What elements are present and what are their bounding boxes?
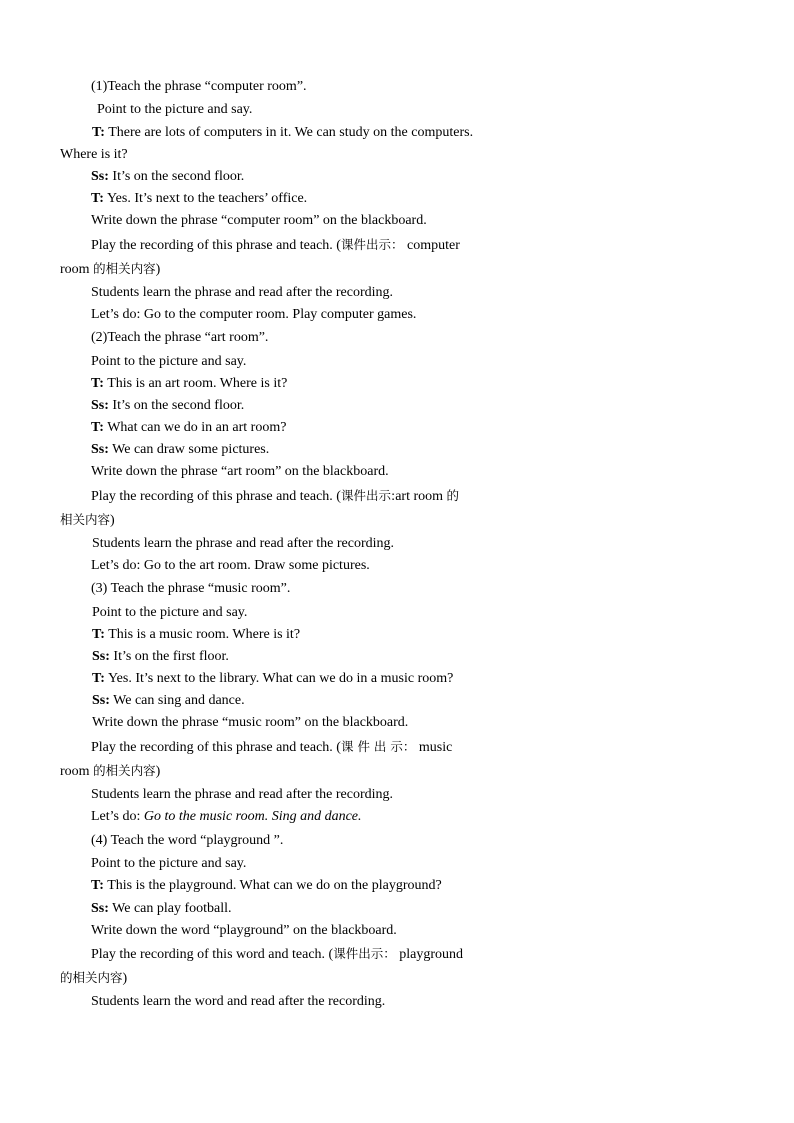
text-line: Write down the phrase “music room” on the blackboard. bbox=[92, 715, 409, 730]
speaker-label: Ss: bbox=[92, 649, 110, 664]
dialogue-line: Ss: We can play football. bbox=[91, 901, 232, 916]
speaker-label: Ss: bbox=[91, 442, 109, 457]
speaker-label: Ss: bbox=[92, 693, 110, 708]
text-line: Play the recording of this word and teach. (课件出示： playground bbox=[91, 946, 463, 962]
text-line: Play the recording of this phrase and teach. (课件出示:art room 的 bbox=[91, 488, 460, 504]
text-line: room 的相关内容) bbox=[60, 261, 161, 277]
text-line: Point to the picture and say. bbox=[91, 354, 247, 369]
speaker-label: Ss: bbox=[91, 901, 109, 916]
text-line: room 的相关内容) bbox=[60, 763, 161, 779]
dialogue-line: T: Yes. It’s next to the teachers’ office. bbox=[91, 191, 308, 206]
dialogue-line: T: This is a music room. Where is it? bbox=[92, 627, 301, 642]
dialogue-line: Ss: It’s on the second floor. bbox=[91, 398, 245, 413]
text-line: Students learn the word and read after the recording. bbox=[91, 994, 386, 1009]
italic-phrase: Go to the music room. Sing and dance. bbox=[143, 809, 362, 824]
dialogue-line: Ss: We can sing and dance. bbox=[92, 693, 245, 708]
text-line: (1)Teach the phrase “computer room”. bbox=[91, 79, 307, 94]
text-line: Point to the picture and say. bbox=[97, 102, 253, 117]
speaker-label: T: bbox=[91, 420, 104, 435]
dialogue-line: T: This is an art room. Where is it? bbox=[91, 376, 288, 391]
text-line: Students learn the phrase and read after the recording. bbox=[91, 285, 394, 300]
dialogue-line: T: What can we do in an art room? bbox=[91, 420, 287, 435]
section-heading: (2)Teach the phrase “art room”. bbox=[91, 330, 269, 345]
text-line: Play the recording of this phrase and teach. (课件出示： computer bbox=[91, 237, 460, 253]
text-line: Point to the picture and say. bbox=[91, 856, 247, 871]
speaker-label: Ss: bbox=[91, 398, 109, 413]
dialogue-line: T: Yes. It’s next to the library. What can we do in a music room? bbox=[92, 671, 454, 686]
text-line: Point to the picture and say. bbox=[92, 605, 248, 620]
text-line: Write down the phrase “art room” on the blackboard. bbox=[91, 464, 389, 479]
speaker-label: T: bbox=[91, 376, 104, 391]
dialogue-line: T: This is the playground. What can we do on the playground? bbox=[91, 878, 442, 893]
text-line: 相关内容) bbox=[60, 512, 115, 528]
speaker-label: T: bbox=[92, 627, 105, 642]
dialogue-line: Ss: It’s on the second floor. bbox=[91, 169, 245, 184]
text-line: Write down the phrase “computer room” on the blackboard. bbox=[91, 213, 427, 228]
speaker-label: T: bbox=[92, 125, 105, 140]
speaker-label: T: bbox=[91, 191, 104, 206]
dialogue-line: Ss: We can draw some pictures. bbox=[91, 442, 270, 457]
speaker-label: Ss: bbox=[91, 169, 109, 184]
text-line: 的相关内容) bbox=[60, 970, 128, 986]
text-line: Play the recording of this phrase and teach. (课 件 出 示： music bbox=[91, 739, 453, 755]
dialogue-line: T: There are lots of computers in it. We can study on the computers. bbox=[92, 125, 474, 140]
text-line: Students learn the phrase and read after the recording. bbox=[91, 787, 394, 802]
text-line: Let’s do: Go to the music room. Sing and dance. bbox=[91, 809, 362, 824]
section-heading: (3) Teach the phrase “music room”. bbox=[91, 581, 291, 596]
text-line: Let’s do: Go to the art room. Draw some pictures. bbox=[91, 558, 370, 573]
speaker-label: T: bbox=[92, 671, 105, 686]
text-line: Students learn the phrase and read after the recording. bbox=[92, 536, 395, 551]
text-line: Let’s do: Go to the computer room. Play computer games. bbox=[91, 307, 417, 322]
text-line: Write down the word “playground” on the blackboard. bbox=[91, 923, 397, 938]
section-heading: (4) Teach the word “playground ”. bbox=[91, 833, 284, 848]
text-line: Where is it? bbox=[60, 147, 128, 162]
speaker-label: T: bbox=[91, 878, 104, 893]
dialogue-line: Ss: It’s on the first floor. bbox=[92, 649, 229, 664]
